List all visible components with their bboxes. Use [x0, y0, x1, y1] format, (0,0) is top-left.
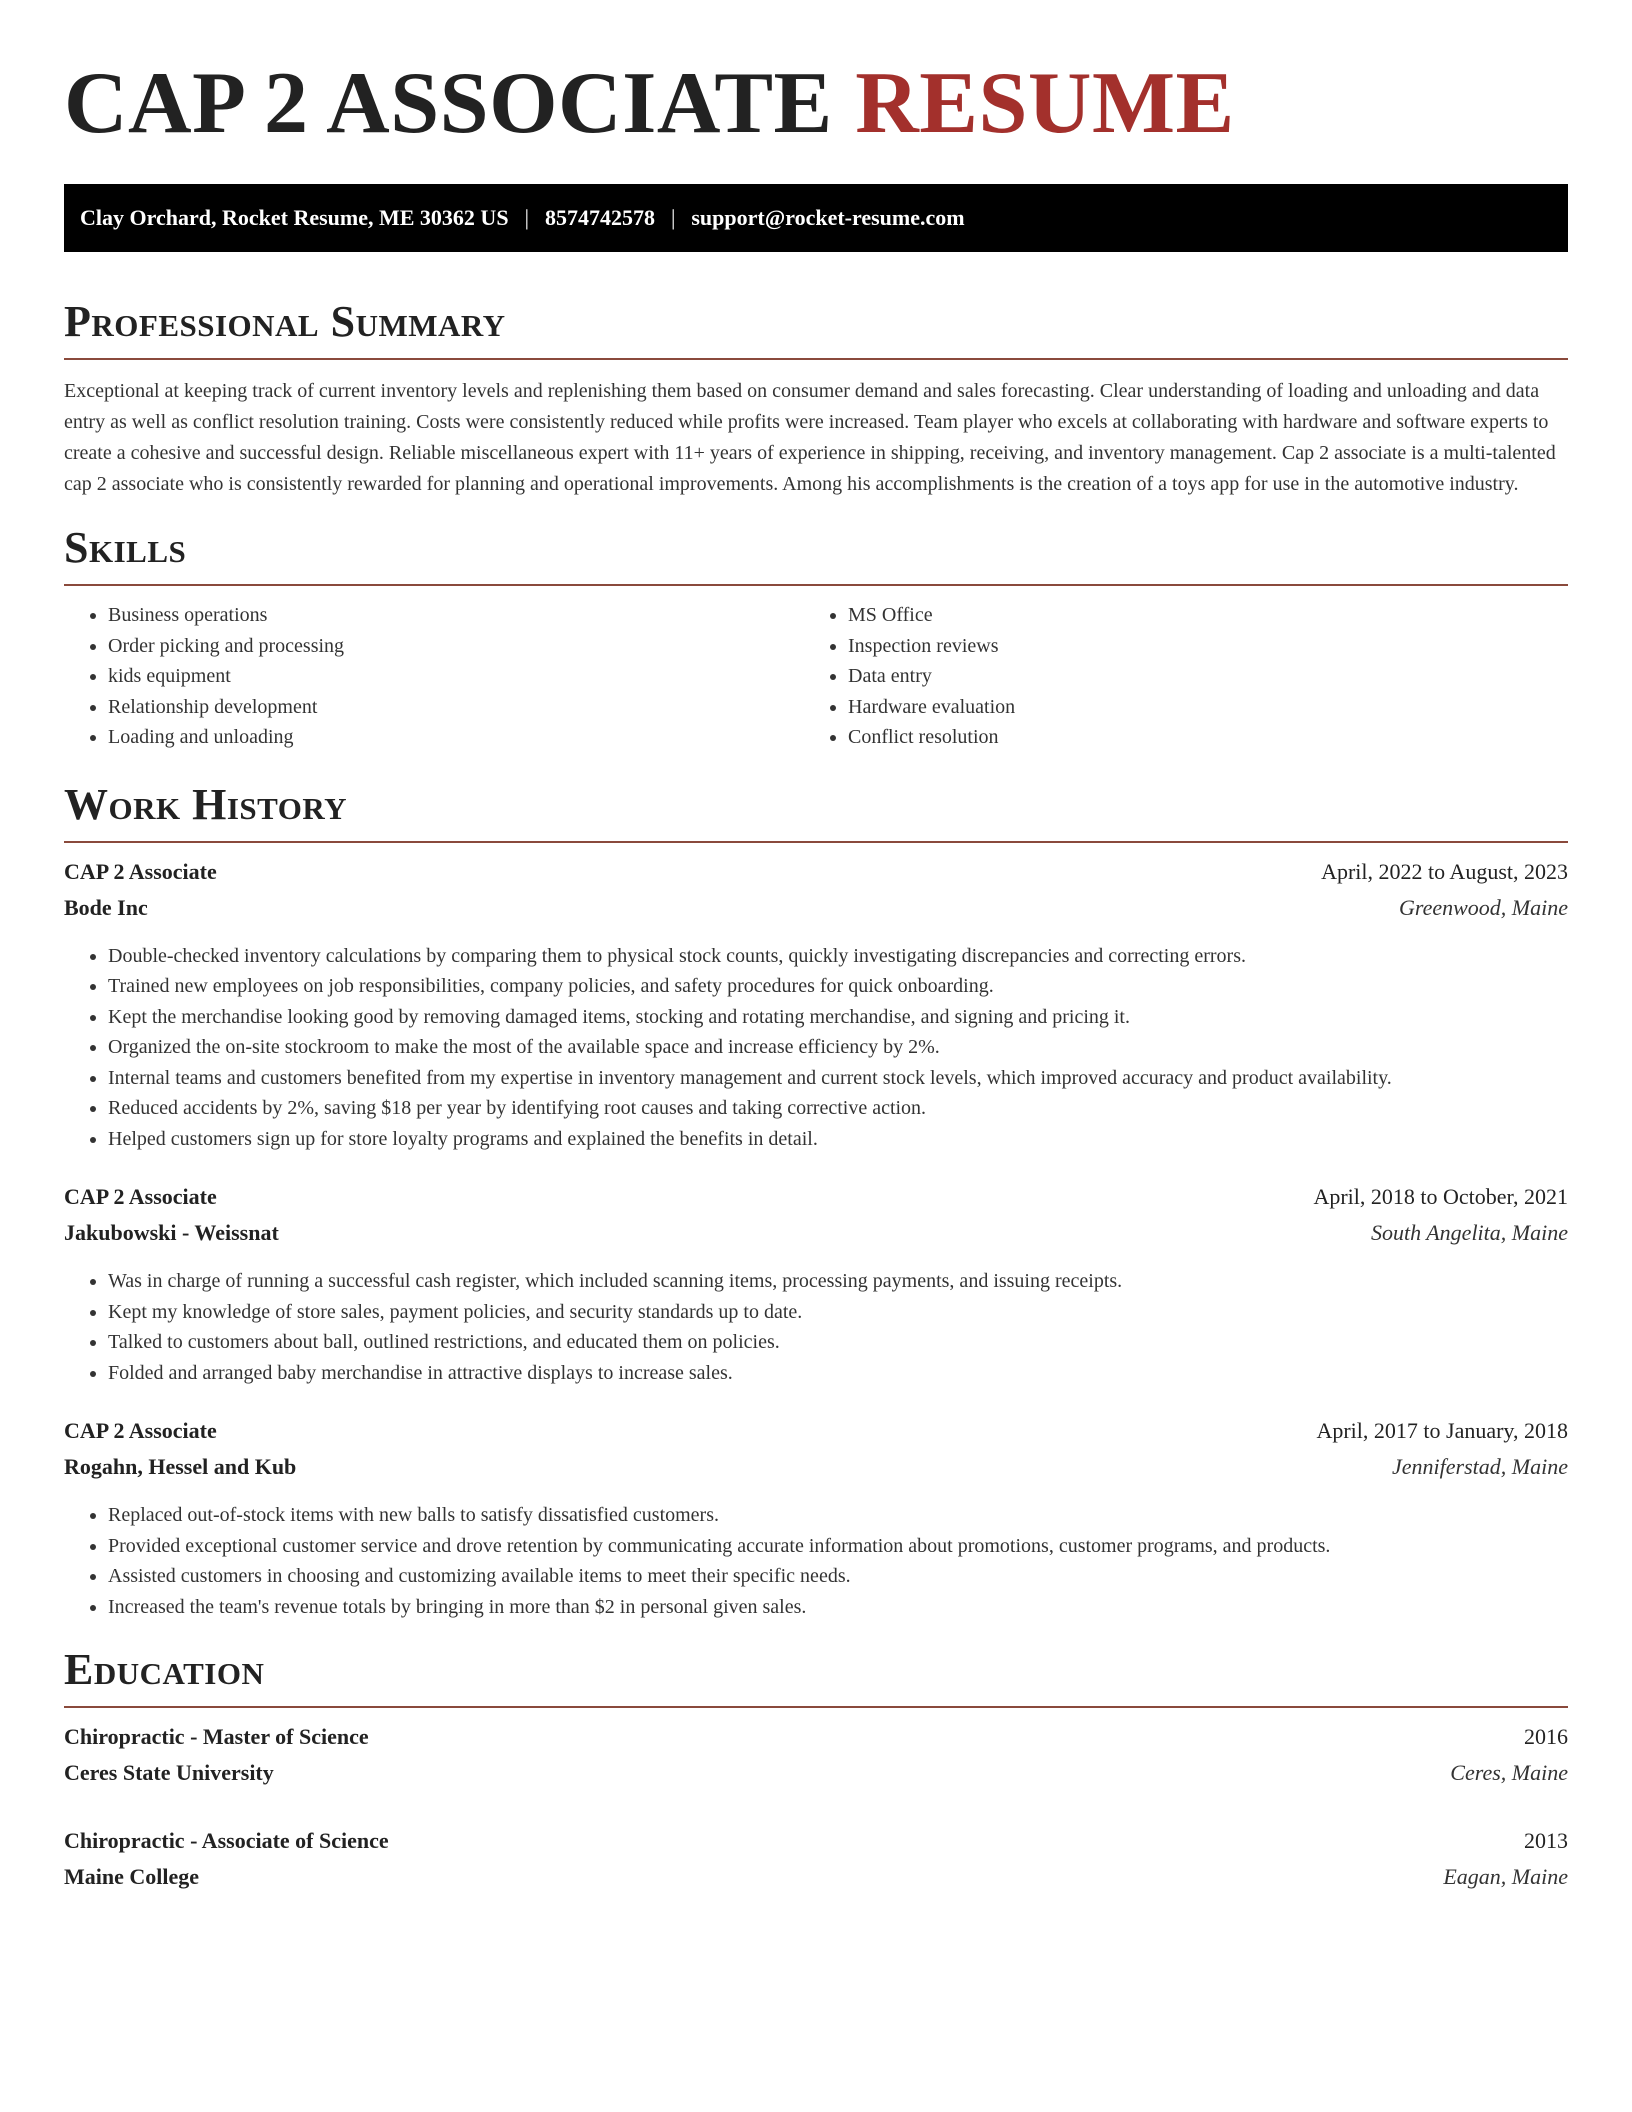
job-header-row: [64, 1184, 1568, 1220]
title-main: CAP 2 ASSOCIATE: [64, 55, 833, 152]
skill-item: • Data entry: [848, 661, 1544, 692]
education-school-row: [64, 1864, 1568, 1900]
work-section: [64, 779, 1568, 1623]
job-title: CAP 2 Associate: [64, 858, 217, 884]
summary-text: Exceptional at keeping track of current inventory levels and replenishing them based on consumer demand and sales forecasting. Clear understanding of loading and unloading and data entry as well as conflict resolution training. Costs were consistently reduced while profits were increased. Team player who excels at collaborating with hardware and software experts to create a cohesive and successful design. Reliable miscellaneous expert with 11+ years of experience in shipping, receiving, and inventory management. Cap 2 associate is a multi-talented cap 2 associate who is consistently rewarded for planning and operational improvements. Among his accomplishments is the creation of a toys app for use in the automotive industry.: [64, 380, 1556, 495]
job-dates: April, 2017 to January, 2018: [1316, 1418, 1568, 1443]
job-title: CAP 2 Associate: [64, 1418, 217, 1443]
education-degree-row: [64, 1724, 1568, 1760]
education-degree-row: [64, 1828, 1568, 1864]
job-bullet: • Folded and arranged baby merchandise in attractive displays to increase sales.: [108, 1358, 1568, 1389]
job-location: South Angelita, Maine: [1371, 1220, 1568, 1245]
skills-right-list: [804, 600, 1544, 753]
job-bullets: [64, 1500, 1568, 1622]
skill-item: • Hardware evaluation: [848, 692, 1544, 723]
job-bullet: • Replaced out-of-stock items with new balls to satisfy dissatisfied customers.: [108, 1500, 1568, 1531]
education-location: Eagan, Maine: [1443, 1864, 1568, 1889]
job-bullets: [64, 941, 1568, 1155]
job-bullet: • Kept my knowledge of store sales, payment policies, and security standards up to date.: [108, 1297, 1568, 1328]
job-company-row: [64, 895, 1568, 931]
job-company-row: [64, 1454, 1568, 1490]
job-company: Bode Inc: [64, 894, 148, 920]
skill-item: • Conflict resolution: [848, 722, 1544, 753]
summary-heading: Professional Summary: [64, 297, 506, 346]
job-bullet: • Provided exceptional customer service and drove retention by communicating accurate information about promotions, customer programs, and products.: [108, 1531, 1568, 1562]
job-location: Greenwood, Maine: [1398, 894, 1568, 920]
job-company: Rogahn, Hessel and Kub: [64, 1454, 297, 1479]
education-entry: [64, 1724, 1568, 1796]
skill-item: • Order picking and processing: [108, 631, 804, 662]
education-school: Ceres State University: [64, 1760, 274, 1785]
job-company-row: [64, 1220, 1568, 1256]
contact-separator: |: [524, 205, 529, 230]
job-bullet: • Reduced accidents by 2%, saving $18 per year by identifying root causes and taking corrective action.: [108, 1093, 1568, 1124]
job-bullet: • Internal teams and customers benefited from my expertise in inventory management and current stock levels, which improved accuracy and product availability.: [108, 1063, 1568, 1094]
skill-item: • Business operations: [108, 600, 804, 631]
job-dates: April, 2018 to October, 2021: [1313, 1184, 1568, 1209]
title-accent: RESUME: [855, 55, 1235, 152]
skills-section: [64, 522, 1568, 753]
education-year: 2016: [1524, 1724, 1568, 1749]
section-divider: [64, 841, 1568, 843]
contact-bar: [64, 184, 1568, 252]
education-school: Maine College: [64, 1864, 200, 1889]
education-degree: Chiropractic - Associate of Science: [64, 1828, 389, 1853]
education-year: 2013: [1524, 1828, 1568, 1853]
job-header-row: [64, 1418, 1568, 1454]
job-bullet: • Organized the on-site stockroom to make the most of the available space and increase efficiency by 2%.: [108, 1032, 1568, 1063]
resume-page: [64, 0, 1568, 1900]
job-bullets: [64, 1266, 1568, 1388]
job-bullet: • Trained new employees on job responsibilities, company policies, and safety procedures for quick onboarding.: [108, 971, 1568, 1002]
skill-item: • Relationship development: [108, 692, 804, 723]
job-bullet: • Kept the merchandise looking good by removing damaged items, stocking and rotating merchandise, and signing and pricing it.: [108, 1002, 1568, 1033]
education-entry: [64, 1828, 1568, 1900]
section-divider: [64, 584, 1568, 586]
job-dates: April, 2022 to August, 2023: [1321, 858, 1568, 884]
skill-item: • Loading and unloading: [108, 722, 804, 753]
education-heading: Education: [64, 1645, 265, 1694]
job-bullet: • Assisted customers in choosing and customizing available items to meet their specific needs.: [108, 1561, 1568, 1592]
skill-item: • Inspection reviews: [848, 631, 1544, 662]
job-entry: [64, 1184, 1568, 1388]
section-divider: [64, 358, 1568, 360]
skills-heading: Skills: [64, 523, 187, 572]
job-location: Jenniferstad, Maine: [1392, 1454, 1568, 1479]
job-bullet: • Helped customers sign up for store loyalty programs and explained the benefits in detail.: [108, 1124, 1568, 1155]
contact-address: Clay Orchard, Rocket Resume, ME 30362 US: [80, 205, 509, 230]
job-company: Jakubowski - Weissnat: [64, 1220, 279, 1245]
skills-left-list: [64, 600, 804, 753]
contact-separator: |: [670, 205, 676, 230]
resume-title: [64, 44, 1568, 164]
job-title: CAP 2 Associate: [64, 1184, 217, 1209]
job-bullet: • Increased the team's revenue totals by bringing in more than $2 in personal given sales.: [108, 1592, 1568, 1623]
job-bullet: • Was in charge of running a successful cash register, which included scanning items, processing payments, and issuing receipts.: [108, 1266, 1568, 1297]
job-header-row: [64, 859, 1568, 895]
contact-email: support@rocket-resume.com: [691, 205, 965, 230]
education-section: [64, 1644, 1568, 1900]
section-divider: [64, 1706, 1568, 1708]
education-location: Ceres, Maine: [1450, 1760, 1568, 1785]
work-heading: Work History: [64, 779, 348, 829]
skill-item: • kids equipment: [108, 661, 804, 692]
job-bullet: • Double-checked inventory calculations by comparing them to physical stock counts, quickly investigating discrepancies and correcting errors.: [108, 941, 1568, 972]
education-school-row: [64, 1760, 1568, 1796]
job-entry: [64, 859, 1568, 1155]
contact-phone: 8574742578: [544, 205, 655, 230]
summary-section: [64, 296, 1568, 500]
skill-item: • MS Office: [848, 600, 1544, 631]
job-bullet: • Talked to customers about ball, outlined restrictions, and educated them on policies.: [108, 1327, 1568, 1358]
education-degree: Chiropractic - Master of Science: [64, 1724, 369, 1749]
job-entry: [64, 1418, 1568, 1622]
skills-columns: [64, 600, 1568, 753]
